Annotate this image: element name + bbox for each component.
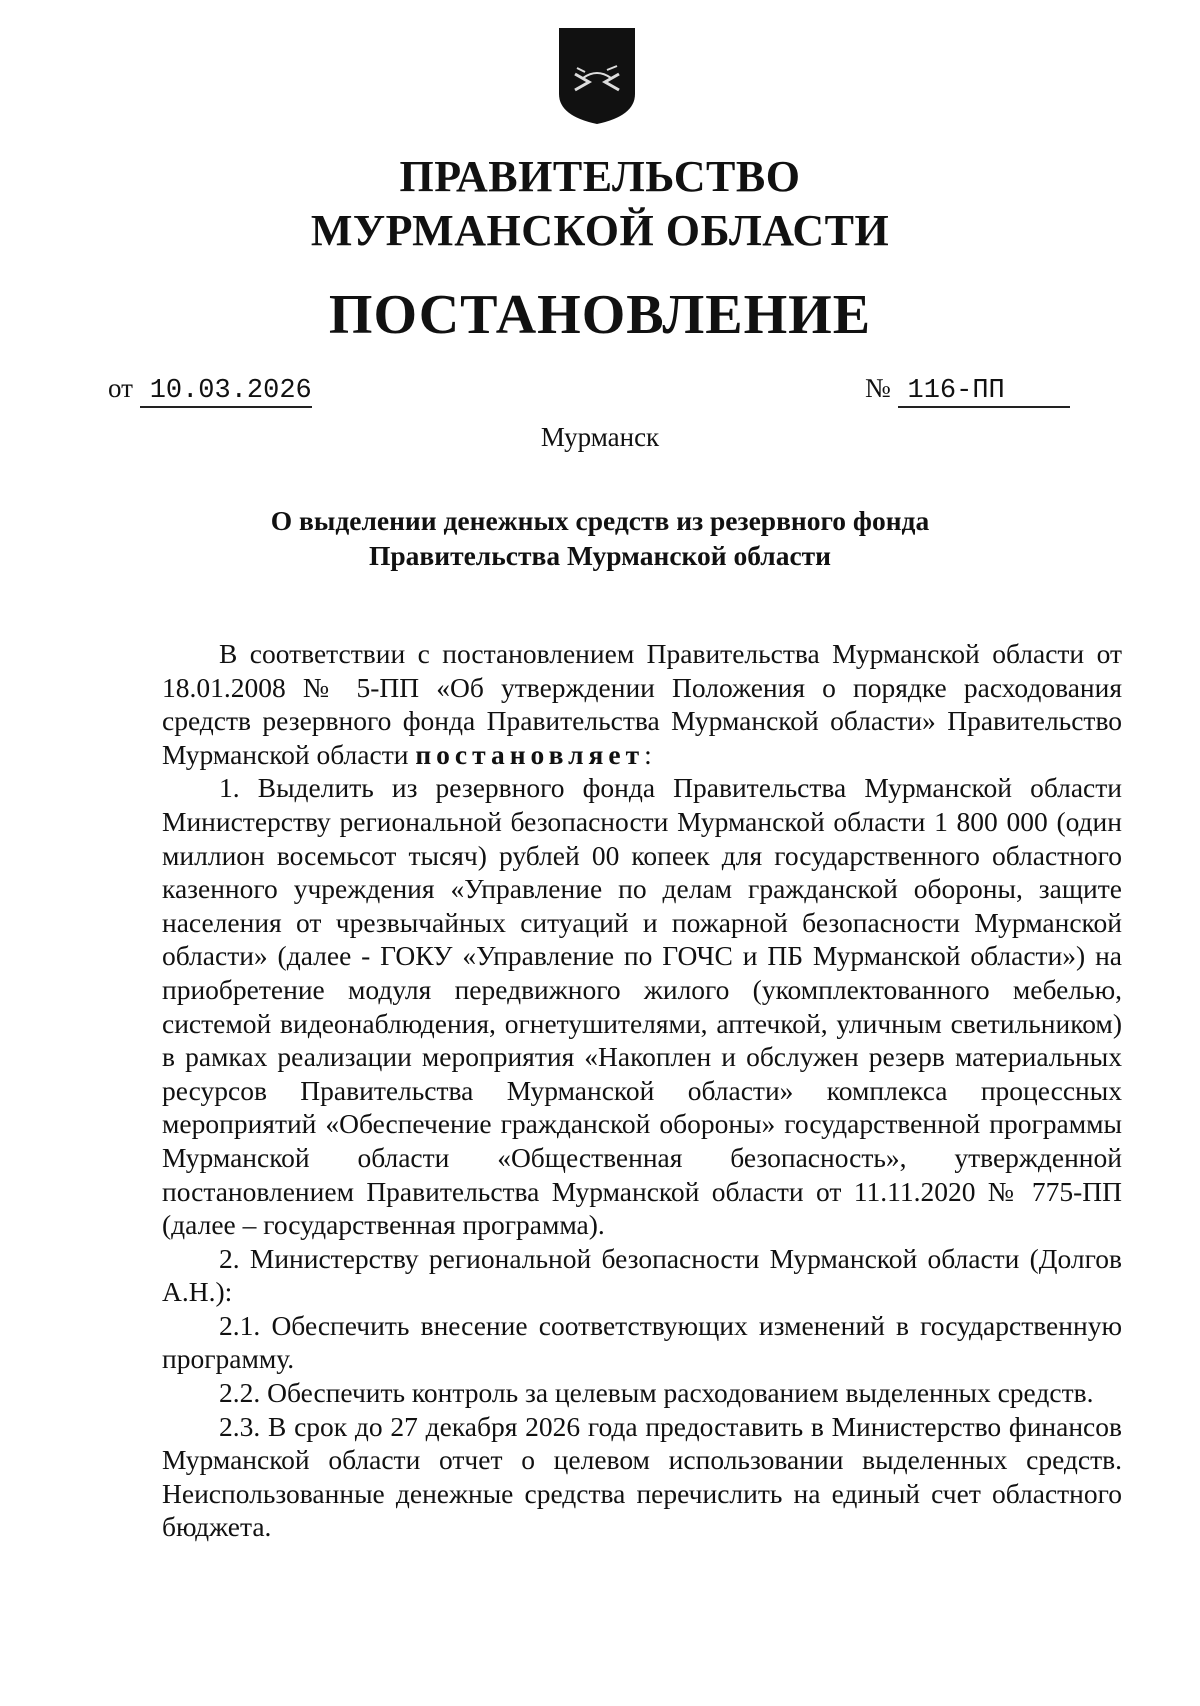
document-type: ПОСТАНОВЛЕНИЕ (328, 284, 872, 346)
subject-line2: Правительства Мурманской области (368, 540, 832, 571)
date-prefix: от (108, 373, 133, 403)
preamble-paragraph (162, 637, 1122, 771)
paragraph-item-2-3: 2.3. В срок до 27 декабря 2026 года предоставить в Министерство финансов Мурманской области отчет о целевом использовании выделенных средств. Неиспользованные денежные средства перечислить на единый счет областного бюджета. (162, 1410, 1122, 1543)
coat-of-arms-icon (555, 24, 639, 126)
number-prefix: № (865, 373, 891, 403)
preamble-colon: : (644, 738, 652, 770)
document-subject (0, 503, 1200, 573)
preamble-text: В соответствии с постановлением Правительства Мурманской области от 18.01.2008 № 5-ПП «Об утверждении Положения о порядке расходования средств резервного фонда Правительства Мурманской области» Правительство Мурманской области (162, 638, 1122, 770)
document-number (865, 372, 1070, 408)
city: Мурманск (540, 422, 660, 452)
document-body (162, 637, 1122, 1544)
subject-line1: О выделении денежных средств из резервного фонда (270, 505, 930, 536)
paragraph-item-2: 2. Министерству региональной безопасности Мурманской области (Долгов А.Н.): (162, 1242, 1122, 1308)
government-title-line1: ПРАВИТЕЛЬСТВО (399, 152, 801, 201)
paragraph-item-2-2: 2.2. Обеспечить контроль за целевым расходованием выделенных средств. (219, 1377, 1094, 1409)
date-value: 10.03.2026 (140, 376, 312, 408)
decision-word: постановляет (415, 738, 645, 770)
paragraph-item-1: 1. Выделить из резервного фонда Правительства Мурманской области Министерству региональной безопасности Мурманской области 1 800 000 (один миллион восемьсот тысяч) рублей 00 копеек для государственного областного казенного учреждения «Управление по делам гражданской обороны, защите населения от чрезвычайных ситуаций и пожарной безопасности Мурманской области» (далее - ГОКУ «Управление по ГОЧС и ПБ Мурманской области») на приобретение модуля передвижного жилого (укомплектованного мебелью, системой видеонаблюдения, огнетушителями, аптечкой, уличным светильником) в рамках реализации мероприятия «Накоплен и обслужен резерв материальных ресурсов Правительства Мурманской области» комплекса процессных мероприятий «Обеспечение гражданской обороны» государственной программы Мурманской области «Общественная безопасность», утвержденной постановлением Правительства Мурманской области от 11.11.2020 № 775-ПП (далее – государственная программа). (162, 772, 1122, 1241)
number-value: 116-ПП (898, 376, 1070, 408)
government-title (0, 150, 1200, 258)
government-title-line2: МУРМАНСКОЙ ОБЛАСТИ (310, 206, 890, 255)
paragraph-item-2-1: 2.1. Обеспечить внесение соответствующих изменений в государственную программу. (162, 1309, 1122, 1375)
document-date (108, 372, 312, 408)
emblem-shield-icon (555, 24, 639, 126)
